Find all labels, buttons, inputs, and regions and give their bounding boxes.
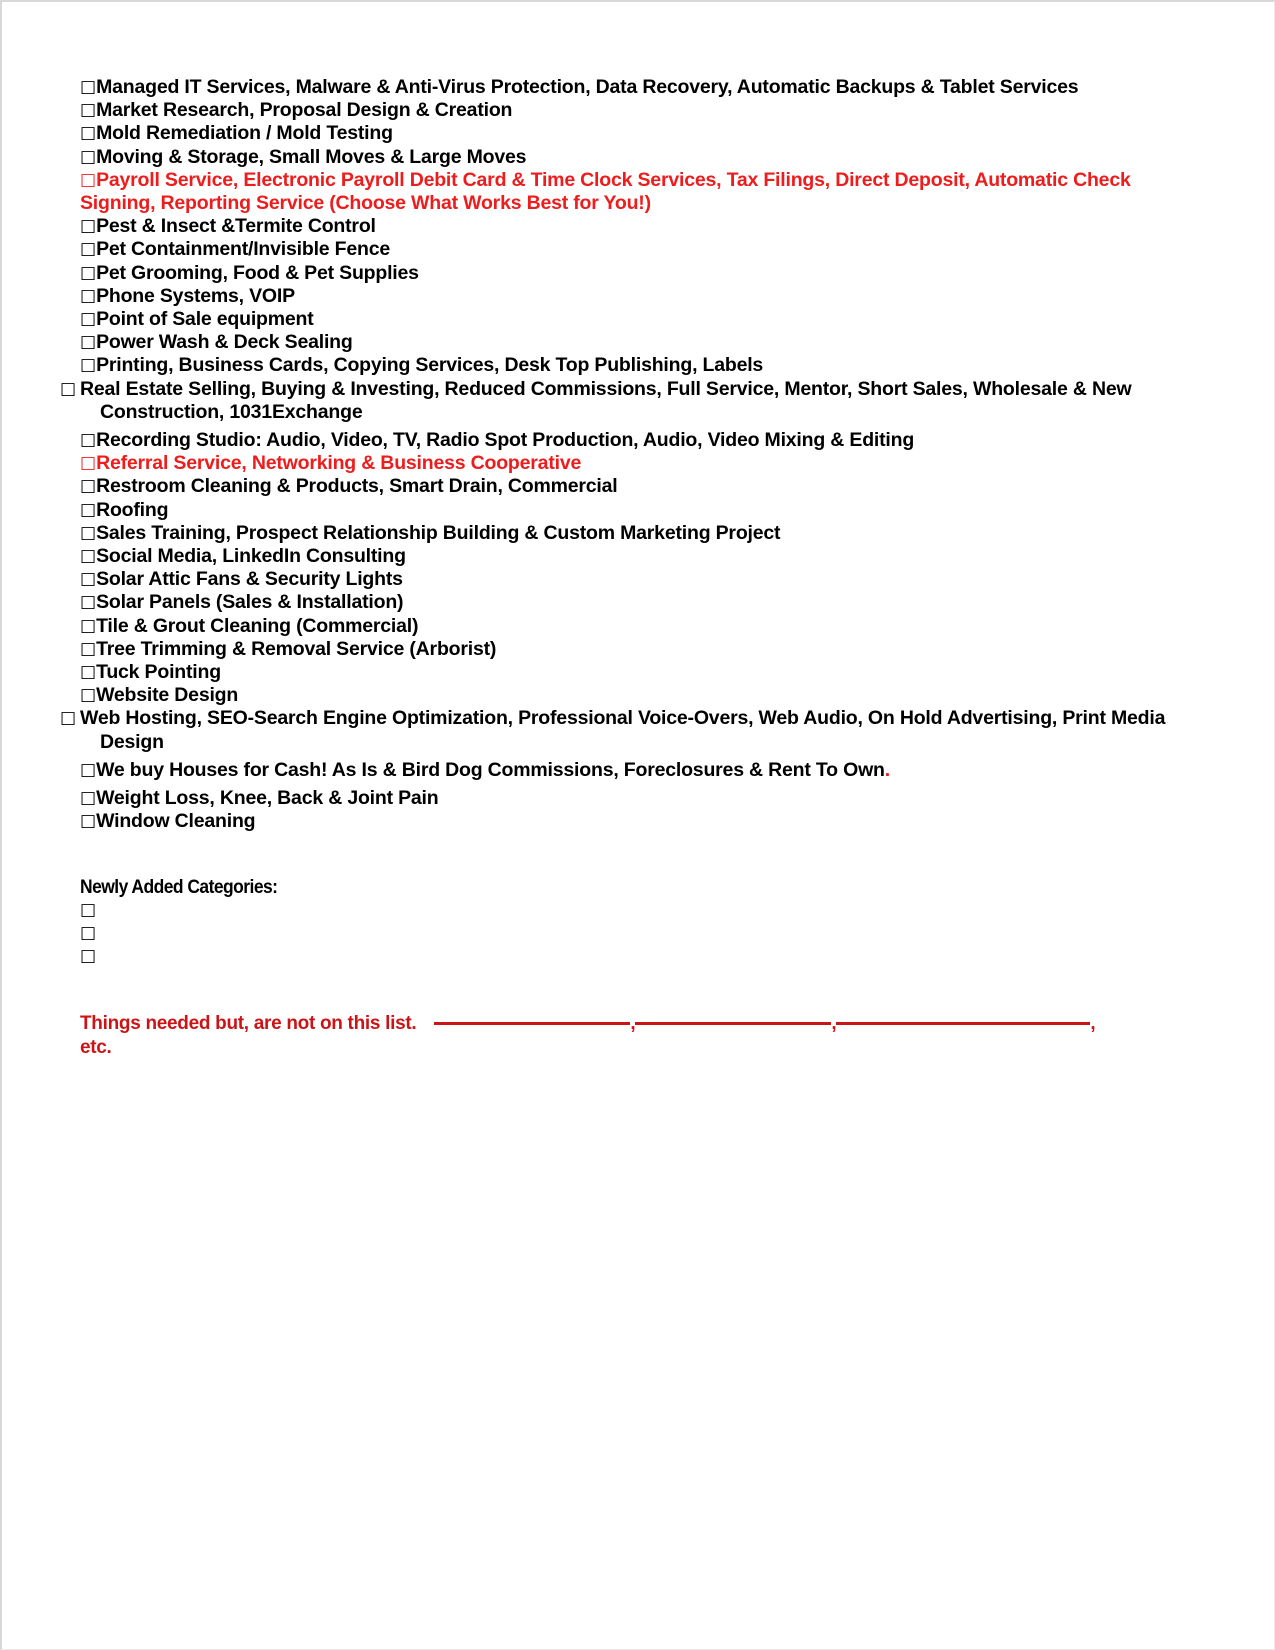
checklist-item[interactable]: □Weight Loss, Knee, Back & Joint Pain [80, 787, 439, 810]
checklist-item-label: Moving & Storage, Small Moves & Large Moves [96, 145, 527, 168]
checklist-item[interactable]: □Mold Remediation / Mold Testing [80, 122, 393, 145]
checklist-item[interactable]: □Power Wash & Deck Sealing [80, 331, 353, 354]
checklist-item[interactable]: □ Web Hosting, SEO-Search Engine Optimization, Professional Voice-Overs, Web Audio, On Hold Advertising, Print Media Design [60, 707, 1166, 753]
checklist-item[interactable]: □Pest & Insect &Termite Control [80, 215, 376, 238]
checklist-item-label: Mold Remediation / Mold Testing [96, 122, 393, 145]
checklist-item[interactable]: □Payroll Service, Electronic Payroll Debit Card & Time Clock Services, Tax Filings, Direct Deposit, Automatic Check Signing, Reporting Service (Choose What Works Best for You!) [80, 168, 1131, 215]
checklist-item-label: Window Cleaning [96, 810, 256, 833]
checklist-item[interactable]: □Tuck Pointing [80, 661, 221, 684]
footer-prompt-row [80, 1012, 1180, 1036]
checklist-item[interactable]: □ Real Estate Selling, Buying & Investing, Reduced Commissions, Full Service, Mentor, Short Sales, Wholesale & New Construction, 1031Exchange [60, 377, 1132, 423]
checklist-item-label: Restroom Cleaning & Products, Smart Drain, Commercial [96, 475, 618, 498]
checklist-item[interactable]: □Tile & Grout Cleaning (Commercial) [80, 614, 419, 637]
footer-separator: , [630, 1012, 636, 1034]
trailing-period: . [884, 758, 890, 781]
checklist-item-label: Pest & Insect &Termite Control [96, 215, 376, 238]
footer-prompt-label: Things needed but, are not on this list. [80, 1012, 417, 1034]
fill-in-blank-2[interactable] [635, 1022, 831, 1025]
checklist-item-label: Payroll Service, Electronic Payroll Debit Card & Time Clock Services, Tax Filings, Direct Deposit, Automatic Check Signing, Reporting Service (Choose What Works Best for You!) [80, 168, 1131, 215]
checklist-item-label: Pet Containment/Invisible Fence [96, 238, 391, 261]
checklist-item-label: Sales Training, Prospect Relationship Building & Custom Marketing Project [96, 521, 781, 544]
checklist-item-label: Tree Trimming & Removal Service (Arborist) [96, 637, 497, 660]
checklist-item-label: Pet Grooming, Food & Pet Supplies [96, 261, 419, 284]
fill-in-blank-3[interactable] [836, 1022, 1090, 1025]
checklist-item[interactable]: □We buy Houses for Cash! As Is & Bird Dog Commissions, Foreclosures & Rent To Own. [80, 758, 890, 781]
fill-in-blank-1[interactable] [434, 1022, 630, 1025]
checklist-item[interactable]: □Moving & Storage, Small Moves & Large Moves [80, 145, 527, 168]
checklist-item-label: Solar Panels (Sales & Installation) [96, 591, 404, 614]
checklist-item[interactable]: □Pet Grooming, Food & Pet Supplies [80, 261, 419, 284]
checklist-item-label: Referral Service, Networking & Business Cooperative [96, 452, 582, 475]
checklist-item[interactable]: □Printing, Business Cards, Copying Services, Desk Top Publishing, Labels [80, 354, 764, 377]
checklist-item-label: Recording Studio: Audio, Video, TV, Radio Spot Production, Audio, Video Mixing & Editing [96, 429, 915, 452]
checklist-item[interactable]: □Point of Sale equipment [80, 308, 314, 331]
checklist-item-label: Roofing [96, 498, 169, 521]
footer-separator: , [1090, 1012, 1096, 1034]
checklist-item-label: Power Wash & Deck Sealing [96, 331, 353, 354]
footer-note [80, 1012, 1180, 1060]
document-content [60, 76, 1180, 1060]
checklist-item[interactable]: □Sales Training, Prospect Relationship Building & Custom Marketing Project [80, 521, 781, 544]
checklist-item[interactable]: □Managed IT Services, Malware & Anti-Virus Protection, Data Recovery, Automatic Backups & Tablet Services [80, 76, 1079, 98]
checklist-item[interactable]: □Recording Studio: Audio, Video, TV, Radio Spot Production, Audio, Video Mixing & Editing [80, 429, 915, 452]
checklist-item[interactable]: □Window Cleaning [80, 810, 256, 833]
newly-added-categories-heading: Newly Added Categories: [80, 876, 278, 898]
checklist-item[interactable]: □Market Research, Proposal Design & Creation [80, 99, 513, 122]
checklist-item[interactable]: □Phone Systems, VOIP [80, 284, 295, 307]
newly-added-blank-row[interactable]: □ [80, 945, 97, 966]
footer-etc-row: etc. [80, 1036, 112, 1058]
checklist-item-label: Website Design [96, 684, 239, 707]
checklist-item-label: Tile & Grout Cleaning (Commercial) [96, 614, 419, 637]
checklist-item[interactable]: □Restroom Cleaning & Products, Smart Drain, Commercial [80, 475, 618, 498]
service-category-checklist [60, 76, 1180, 834]
checklist-item-label: We buy Houses for Cash! As Is & Bird Dog Commissions, Foreclosures & Rent To Own [96, 758, 885, 781]
checklist-item-label: Printing, Business Cards, Copying Services, Desk Top Publishing, Labels [96, 354, 764, 377]
newly-added-blank-row[interactable]: □ [80, 922, 97, 943]
checklist-item-label: Solar Attic Fans & Security Lights [96, 568, 403, 591]
checklist-item-label: Managed IT Services, Malware & Anti-Virus Protection, Data Recovery, Automatic Backups & Tablet Services [96, 76, 1079, 98]
checklist-item-label: Phone Systems, VOIP [96, 284, 295, 307]
checklist-item[interactable]: □Social Media, LinkedIn Consulting [80, 545, 406, 568]
checklist-item-label: Market Research, Proposal Design & Creation [96, 99, 513, 122]
checklist-item-label: Point of Sale equipment [96, 308, 314, 331]
checklist-item[interactable]: □Referral Service, Networking & Business Cooperative [80, 452, 582, 475]
checklist-item-label: Weight Loss, Knee, Back & Joint Pain [96, 787, 439, 810]
checklist-item[interactable]: □Pet Containment/Invisible Fence [80, 238, 391, 261]
checklist-item[interactable]: □Tree Trimming & Removal Service (Arborist) [80, 637, 497, 660]
checklist-item-label: Social Media, LinkedIn Consulting [96, 545, 406, 568]
footer-separator: , [831, 1012, 837, 1034]
newly-added-blank-row[interactable]: □ [80, 899, 97, 920]
checklist-item[interactable]: □Solar Panels (Sales & Installation) [80, 591, 404, 614]
checklist-item-label: Real Estate Selling, Buying & Investing, Reduced Commissions, Full Service, Mentor, Short Sales, Wholesale & New Construction, 1031Exchange [80, 377, 1132, 423]
checklist-item-label: Tuck Pointing [96, 661, 221, 684]
checklist-item[interactable]: □Solar Attic Fans & Security Lights [80, 568, 403, 591]
checklist-item[interactable]: □Website Design [80, 684, 239, 707]
checklist-item[interactable]: □Roofing [80, 498, 169, 521]
checklist-item-label: Web Hosting, SEO-Search Engine Optimization, Professional Voice-Overs, Web Audio, On Hold Advertising, Print Media Design [80, 707, 1166, 753]
